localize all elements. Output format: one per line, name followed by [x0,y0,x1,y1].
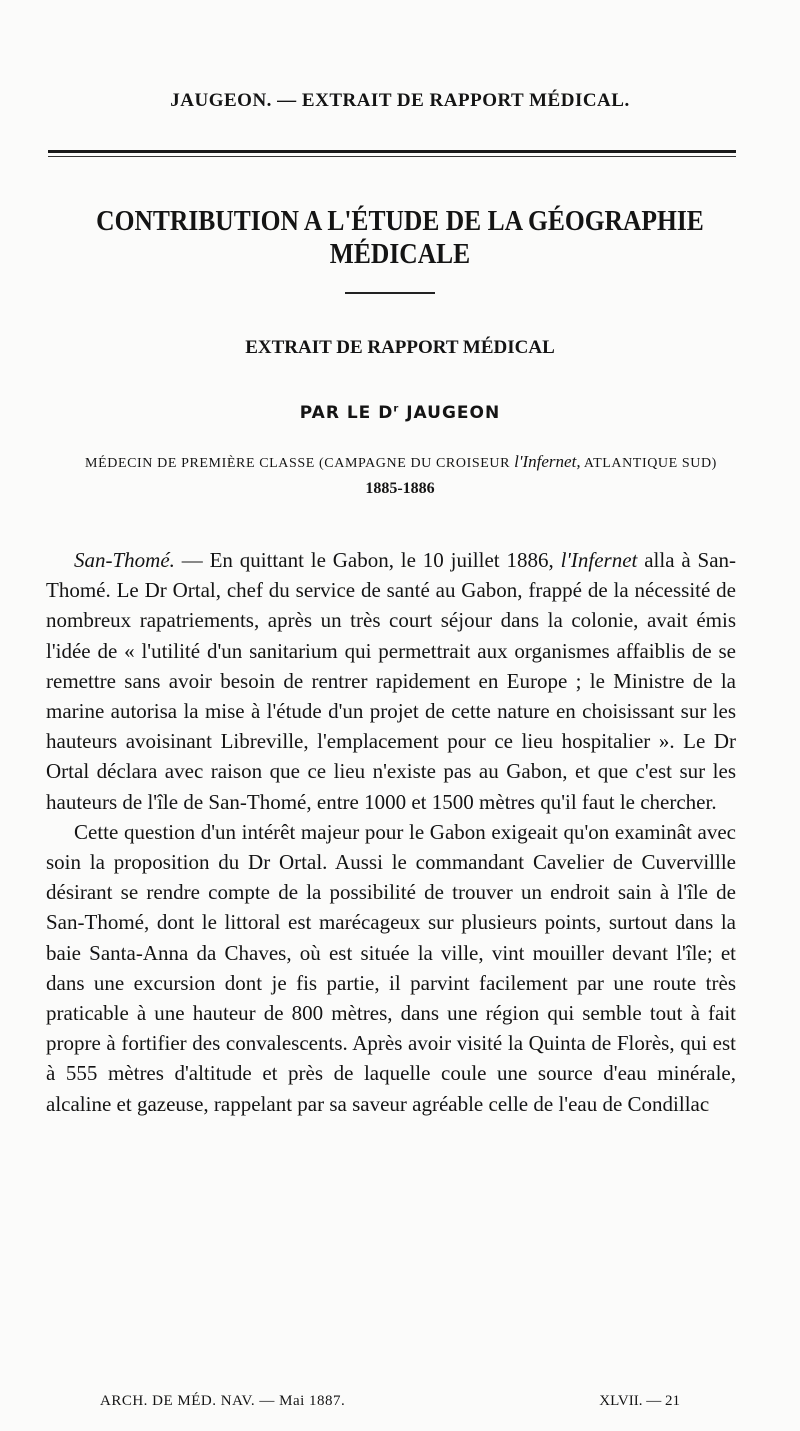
paragraph-1 [46,545,736,817]
article-body [46,545,736,1119]
author-name: JAUGEON [406,403,501,423]
affiliation-after: ATLANTIQUE SUD) [583,456,717,471]
journal-citation: ARCH. DE MÉD. NAV. — Mai 1887. [100,1393,346,1409]
paragraph-2: Cette question d'un intérêt majeur pour le Gabon exigeait qu'on examinât avec soin la proposition du Dr Ortal. Aussi le commandant Cavelier de Cuvervillle désirant se rendre compte de la possibilité de trouver un endroit sain à l'île de San-Thomé, dont le littoral est marécageux sur plusieurs points, surtout dans la baie Santa-Anna da Chaves, où est située la ville, vint mouiller devant l'île; et dans une excursion dont je fis partie, il parvint facilement par une route très praticable à une hauteur de 800 mètres, dans une région qui semble tout à fait propre à fortifier des convalescents. Après avoir visité la Quinta de Florès, qui est à 555 mètres d'altitude et près de laquelle coule une source d'eau minérale, alcaline et gazeuse, rappelant par sa saveur agréable celle de l'eau de Condillac [46,819,736,1116]
article-subtitle: EXTRAIT DE RAPPORT MÉDICAL [245,337,555,358]
byline-sup: r [393,403,400,415]
author-byline [0,403,800,423]
paragraph-1-part-a: — En quittant le Gabon, le 10 juillet 1886, [174,548,561,572]
ship-name: l'Infernet, [514,452,581,471]
running-head: JAUGEON. — EXTRAIT DE RAPPORT MÉDICAL. [170,90,630,111]
title-divider [345,292,435,294]
byline-prefix: PAR LE D [299,403,394,423]
header-rule [48,150,736,153]
paragraph-1-ship: l'Infernet [560,548,638,572]
affiliation-before: MÉDECIN DE PREMIÈRE CLASSE (CAMPAGNE DU CROISEUR [85,456,511,471]
article-title: CONTRIBUTION A L'ÉTUDE DE LA GÉOGRAPHIE MÉDICALE [96,205,704,270]
header-rule-thin [48,156,736,157]
paragraph-1-part-b: alla à San-Thomé. Le Dr Ortal, chef du service de santé au Gabon, frappé de la nécessité de nombreux rapatriements, après un très court séjour dans la colonie, avait émis l'idée de « l'utilité d'un sanitarium qui permettrait aux organismes affaiblis de se remettre sans avoir besoin de rentrer rapidement en Europe ; le Ministre de la marine autorisa la mise à l'étude d'un projet de cette nature en choisissant sur les hauteurs avoisinant Libreville, l'emplacement pour ce lieu hospitalier ». Le Dr Ortal déclara avec raison que ce lieu n'existe pas au Gabon, et que c'est sur les hauteurs de l'île de San-Thomé, entre 1000 et 1500 mètres qu'il faut le chercher. [46,548,737,814]
author-affiliation [56,452,746,472]
campaign-years: 1885-1886 [365,480,435,497]
section-lead: San-Thomé. [74,548,175,572]
volume-page: XLVII. — 21 [599,1393,680,1409]
